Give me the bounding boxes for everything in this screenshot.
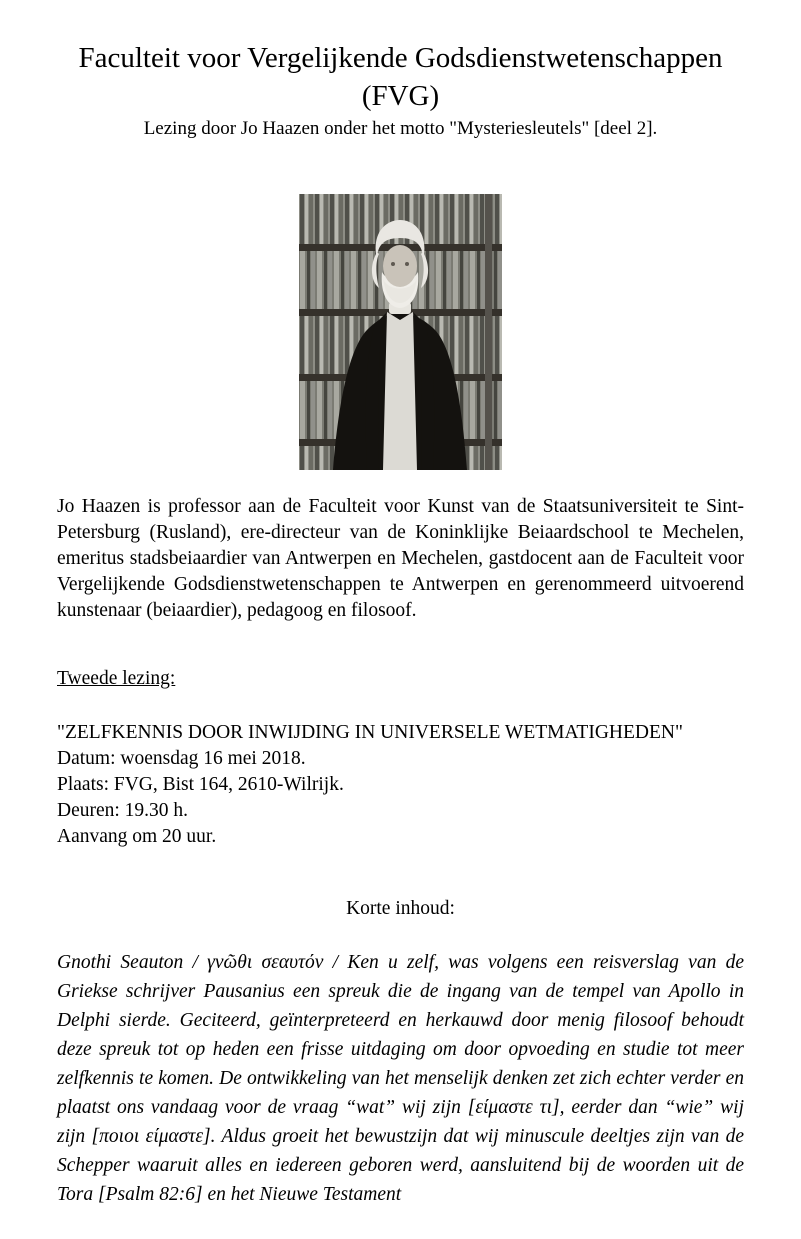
page-title-line1: Faculteit voor Vergelijkende Godsdienstwetenschappen (78, 42, 723, 74)
lecture-subtitle: Lezing door Jo Haazen onder het motto "Mysteriesleutels" [deel 2]. (143, 118, 658, 140)
second-lecture-label-text: Tweede lezing: (57, 668, 176, 690)
page-title-line2: (FVG) (361, 79, 440, 112)
detail-date: Datum: woensdag 16 mei 2018. (57, 748, 306, 770)
lecture-title: "ZELFKENNIS DOOR INWIJDING IN UNIVERSELE WETMATIGHEDEN" (57, 722, 683, 744)
summary-heading: Korte inhoud: (346, 898, 455, 920)
portrait-photo (299, 194, 502, 470)
detail-place: Plaats: FVG, Bist 164, 2610-Wilrijk. (57, 774, 344, 796)
bio-paragraph: Jo Haazen is professor aan de Faculteit voor Kunst van de Staatsuniversiteit te Sint-Petersburg (Rusland), ere-directeur van de Koninklijke Beiaardschool te Mechelen, emeritus stadsbeiaardier van Antwerpen en Mechelen, gastdocent aan de Faculteit voor Vergelijkende Godsdienstwetenschappen te Antwerpen en gerenommeerd uitvoerend kunstenaar (beiaardier), pedagoog en filosoof. (57, 496, 744, 622)
detail-doors: Deuren: 19.30 h. (57, 800, 189, 822)
page-title (57, 40, 744, 115)
lecture-details (57, 746, 744, 850)
second-lecture-label (57, 666, 744, 692)
detail-start: Aanvang om 20 uur. (57, 826, 217, 848)
portrait-photo-image (299, 194, 502, 470)
summary-paragraph: Gnothi Seauton / γνῶθι σεαυτόν / Ken u zelf, was volgens een reisverslag van de Griekse schrijver Pausanius een spreuk die de ingang van de tempel van Apollo in Delphi sierde. Geciteerd, geïnterpreteerd en herkauwd door menig filosoof behoudt deze spreuk tot op heden een frisse uitdaging om door opvoeding en studie tot meer zelfkennis te komen. De ontwikkeling van het menselijk denken zet zich echter verder en plaatst ons vandaag voor de vraag “wat” wij zijn [είμαστε τι], eerder dan “wie” wij zijn [ποιοι είμαστε]. Aldus groeit het bewustzijn dat wij minuscule deeltjes zijn van de Schepper waaruit alles en iedereen geboren werd, aansluitend bij de woorden uit de Tora [Psalm 82:6] en het Nieuwe Testament (57, 952, 744, 1206)
